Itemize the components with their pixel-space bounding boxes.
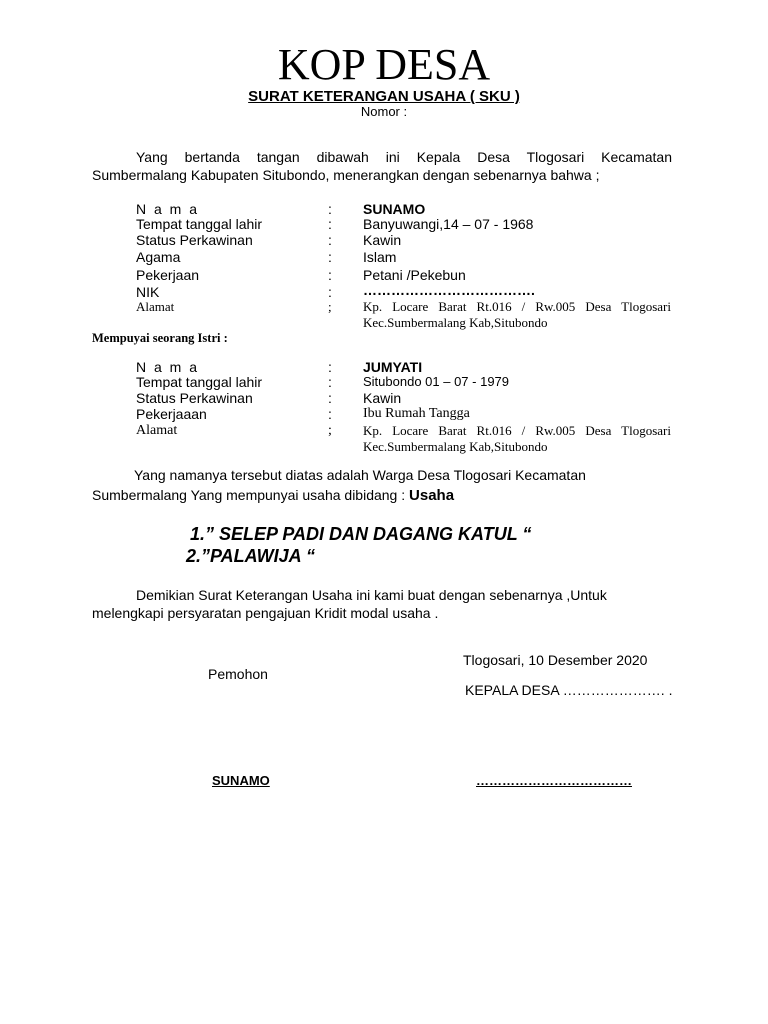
person1-occupation-colon: : bbox=[328, 267, 332, 283]
person1-religion-colon: : bbox=[328, 249, 332, 265]
person1-birth-label: Tempat tanggal lahir bbox=[136, 216, 263, 232]
person1-birth-value: Banyuwangi,14 – 07 - 1968 bbox=[363, 216, 534, 232]
person1-marital-colon: : bbox=[328, 232, 332, 248]
person2-birth-value: Situbondo 01 – 07 - 1979 bbox=[363, 374, 510, 389]
village-head-name: ……………………………… bbox=[476, 773, 632, 788]
person1-name-value: SUNAMO bbox=[363, 201, 426, 217]
village-head-label: KEPALA DESA …………………. . bbox=[465, 682, 673, 698]
place-date: Tlogosari, 10 Desember 2020 bbox=[463, 652, 648, 668]
document-number-label: Nomor : bbox=[360, 104, 408, 119]
person2-birth-colon: : bbox=[328, 374, 332, 390]
person2-occupation-colon: : bbox=[328, 406, 332, 422]
person2-address-colon: ; bbox=[328, 423, 332, 438]
intro-line-2: Sumbermalang Kabupaten Situbondo, menerangkan dengan sebenarnya bahwa ; bbox=[92, 167, 600, 183]
person2-marital-label: Status Perkawinan bbox=[136, 390, 253, 406]
person1-address-label: Alamat bbox=[136, 299, 175, 314]
person2-address-label: Alamat bbox=[136, 423, 178, 438]
person2-address-line-2: Kec.Sumbermalang Kab,Situbondo bbox=[363, 439, 548, 454]
person2-marital-colon: : bbox=[328, 390, 332, 406]
closing-line-2: melengkapi persyaratan pengajuan Kridit modal usaha . bbox=[92, 605, 439, 621]
person1-birth-colon: : bbox=[328, 216, 332, 232]
person2-name-colon: : bbox=[328, 359, 332, 375]
person1-name-colon: : bbox=[328, 201, 332, 217]
person1-marital-label: Status Perkawinan bbox=[136, 232, 253, 248]
document-title: SURAT KETERANGAN USAHA ( SKU ) bbox=[248, 88, 520, 105]
person1-occupation-label: Pekerjaan bbox=[136, 267, 200, 283]
statement-line-1: Yang namanya tersebut diatas adalah Warga Desa Tlogosari Kecamatan bbox=[134, 467, 586, 483]
person1-religion-value: Islam bbox=[363, 249, 397, 265]
business-item-2: 2.”PALAWIJA “ bbox=[186, 546, 316, 566]
person1-marital-value: Kawin bbox=[363, 232, 402, 248]
applicant-label: Pemohon bbox=[208, 666, 268, 682]
business-item-1: 1.” SELEP PADI DAN DAGANG KATUL “ bbox=[190, 524, 532, 544]
person2-address-line-1: Kp. Locare Barat Rt.016 / Rw.005 Desa Tlogosari bbox=[363, 423, 671, 438]
person2-occupation-label: Pekerjaaan bbox=[136, 406, 207, 422]
person1-nik-value: ………………………………. bbox=[363, 282, 535, 298]
statement-line-2 bbox=[92, 486, 454, 505]
spouse-heading: Mempuyai seorang Istri : bbox=[92, 331, 228, 345]
intro-line-1: Yang bertanda tangan dibawah ini Kepala Desa Tlogosari Kecamatan bbox=[136, 149, 672, 165]
person1-address-line-2: Kec.Sumbermalang Kab,Situbondo bbox=[363, 315, 548, 330]
closing-line-1: Demikian Surat Keterangan Usaha ini kami buat dengan sebenarnya ,Untuk bbox=[136, 587, 607, 603]
applicant-name: SUNAMO bbox=[212, 773, 270, 788]
person1-occupation-value: Petani /Pekebun bbox=[363, 267, 466, 283]
person2-birth-label: Tempat tanggal lahir bbox=[136, 374, 263, 390]
person2-marital-value: Kawin bbox=[363, 390, 402, 406]
person2-name-value: JUMYATI bbox=[363, 359, 423, 375]
person2-name-label: N a m a bbox=[136, 359, 200, 375]
person1-nik-label: NIK bbox=[136, 284, 160, 300]
person1-address-colon: ; bbox=[328, 299, 332, 314]
person1-address-line-1: Kp. Locare Barat Rt.016 / Rw.005 Desa Tlogosari bbox=[363, 299, 671, 314]
person1-nik-colon: : bbox=[328, 284, 332, 300]
person1-religion-label: Agama bbox=[136, 249, 181, 265]
person1-name-label: N a m a bbox=[136, 201, 200, 217]
statement-line-2-text: Sumbermalang Yang mempunyai usaha dibidang : bbox=[92, 487, 406, 503]
letterhead-title: KOP DESA bbox=[277, 40, 491, 89]
business-field-label: Usaha bbox=[409, 487, 455, 504]
person2-occupation-value: Ibu Rumah Tangga bbox=[363, 406, 470, 421]
